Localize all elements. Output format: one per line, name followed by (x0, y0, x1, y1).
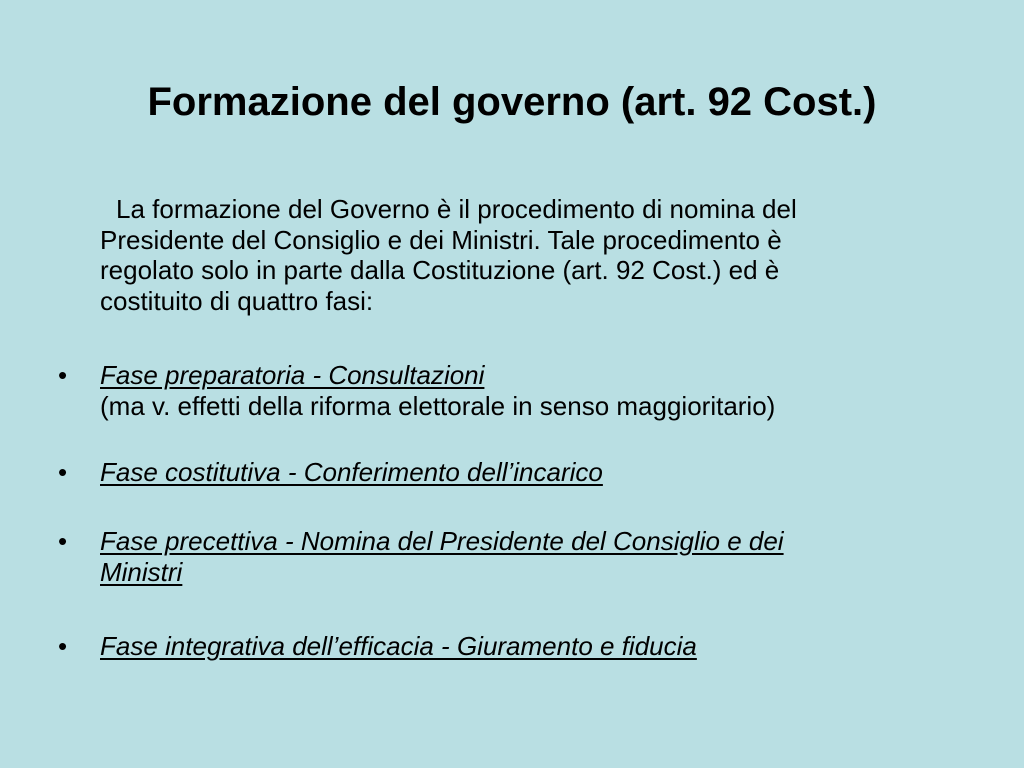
intro-paragraph (100, 194, 960, 316)
phase-item-body (100, 457, 960, 488)
intro-line: Presidente del Consiglio e dei Ministri. Tale procedimento è (100, 224, 782, 255)
bullet-icon: • (58, 526, 68, 556)
bullet-icon: • (58, 631, 68, 661)
phase-item-body (100, 631, 960, 662)
bullet-icon: • (58, 360, 68, 390)
phase-title: Fase preparatoria - Consultazioni (100, 360, 485, 390)
intro-line: La formazione del Governo è il procedimento di nomina del (116, 194, 797, 224)
phase-item-body (100, 360, 960, 421)
bullet-icon: • (58, 457, 68, 487)
intro-line: regolato solo in parte dalla Costituzione (art. 92 Cost.) ed è (100, 255, 780, 285)
phase-item-body (100, 526, 960, 587)
phase-title-continued: Ministri (100, 556, 183, 587)
slide-title: Formazione del governo (art. 92 Cost.) (147, 80, 877, 124)
phase-title: Fase precettiva - Nomina del Presidente del Consiglio e dei (100, 526, 784, 556)
phase-note: (ma v. effetti della riforma elettorale in senso maggioritario) (100, 390, 776, 421)
intro-line: costituito di quattro fasi: (100, 285, 374, 316)
phase-title: Fase integrativa dell’efficacia - Giuramento e fiducia (100, 631, 697, 661)
phase-title: Fase costitutiva - Conferimento dell’incarico (100, 457, 603, 487)
